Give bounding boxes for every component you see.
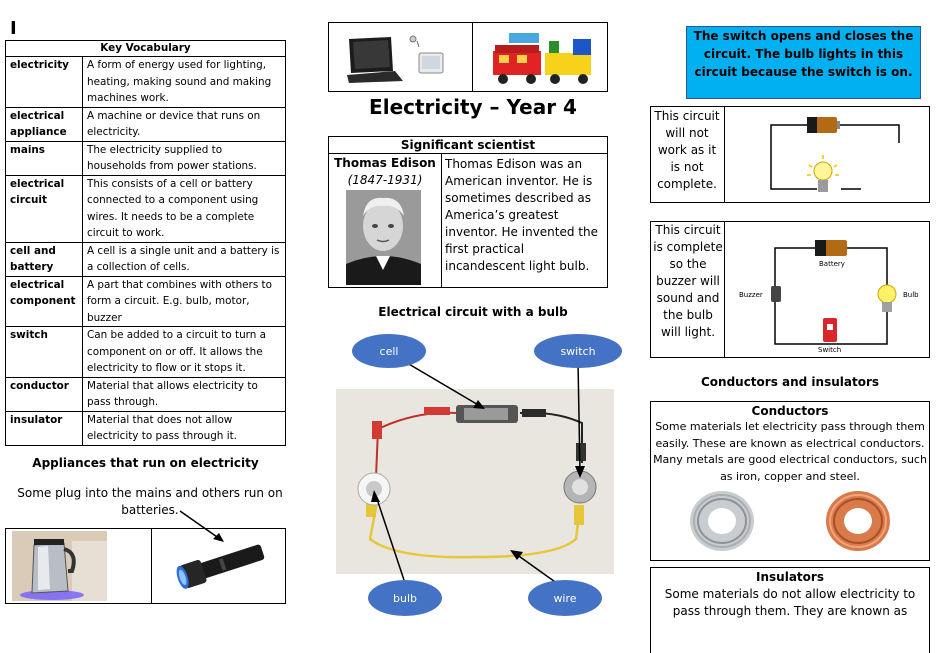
scientist-heading: Significant scientist	[329, 137, 607, 154]
table-row	[6, 242, 286, 276]
definition: A form of energy used for lighting, heating, making sound and making machines work.	[83, 57, 286, 108]
appliances-title: Appliances that run on electricity	[32, 456, 259, 470]
bulb-label: bulb	[368, 580, 442, 616]
term: electrical appliance	[6, 107, 83, 141]
definition: A part that combines with others to form a circuit. E.g. bulb, motor, buzzer	[83, 276, 286, 327]
appliances-images	[5, 528, 286, 604]
steel-wire-coil-image	[687, 488, 757, 554]
buzzer-label: Buzzer	[739, 291, 763, 299]
edison-portrait	[346, 190, 421, 285]
term: switch	[6, 327, 83, 378]
table-row	[6, 141, 286, 175]
stray-mark: I	[10, 18, 17, 39]
definition: A machine or device that runs on electricity.	[83, 107, 286, 141]
scientist-dates: (1847-1931)	[347, 173, 423, 187]
insulators-text: Some materials do not allow electricity to pass through them. They are known as	[664, 587, 916, 618]
insulators-heading: Insulators	[756, 570, 824, 584]
table-row	[6, 411, 286, 445]
vocabulary-table	[5, 40, 286, 446]
page-title: Electricity – Year 4	[369, 95, 577, 119]
table-row	[6, 327, 286, 378]
definition: Can be added to a circuit to turn a component on or off. It allows the electricity to flow or it stops it.	[83, 327, 286, 378]
laptop-image	[347, 33, 457, 85]
table-row	[6, 57, 286, 108]
bulb-diagram-label: Bulb	[903, 291, 919, 299]
definition: This consists of a cell or battery connected to a component using wires. It needs to be a complete circuit to work.	[83, 175, 286, 242]
battery-label: Battery	[819, 260, 845, 268]
appliances-text: Some plug into the mains and others run on batteries.	[17, 486, 283, 517]
term: cell and battery	[6, 242, 83, 276]
header-images	[328, 22, 608, 92]
conductors-insulators-title: Conductors and insulators	[700, 375, 880, 389]
switch-note: The switch opens and closes the circuit. The bulb lights in this circuit because the switch is on.	[686, 26, 921, 99]
term: electrical component	[6, 276, 83, 327]
circuit-bulb-title: Electrical circuit with a bulb	[378, 305, 568, 319]
switch-diagram-label: Switch	[818, 346, 842, 354]
complete-circuit-text: This circuit is complete so the buzzer will sound and the bulb will light.	[653, 223, 723, 339]
switch-label: switch	[534, 334, 622, 368]
incomplete-circuit-diagram	[761, 113, 911, 199]
kettle-image	[12, 531, 107, 601]
copper-wire-coil-image	[823, 488, 893, 554]
definition: Material that does not allow electricity to pass through it.	[83, 411, 286, 445]
term: conductor	[6, 377, 83, 411]
definition: The electricity supplied to households from power stations.	[83, 141, 286, 175]
table-row	[6, 276, 286, 327]
circuit-arrows	[330, 330, 630, 600]
term: electrical circuit	[6, 175, 83, 242]
scientist-box	[328, 136, 608, 288]
wire-label: wire	[528, 580, 602, 616]
vocabulary-title: Key Vocabulary	[6, 41, 286, 57]
definition: A cell is a single unit and a battery is a collection of cells.	[83, 242, 286, 276]
complete-circuit-box	[650, 221, 930, 358]
conductors-text: Some materials let electricity pass through them easily. These are known as electrical conductors. Many metals are good electrical conductors, such as iron, copper and steel.	[653, 420, 927, 483]
conductors-box	[650, 401, 930, 561]
table-row	[6, 107, 286, 141]
definition: Material that allows electricity to pass through.	[83, 377, 286, 411]
cell-label: cell	[352, 334, 426, 368]
table-row	[6, 175, 286, 242]
scientist-bio: Thomas Edison was an American inventor. He is sometimes described as America’s greatest inventor. He invented the first practical incandescent light bulb.	[445, 157, 598, 273]
scientist-name: Thomas Edison	[334, 156, 436, 170]
conductors-heading: Conductors	[751, 404, 829, 418]
term: electricity	[6, 57, 83, 108]
insulators-box	[650, 567, 930, 653]
table-row	[6, 377, 286, 411]
term: mains	[6, 141, 83, 175]
toy-train-image	[489, 31, 599, 87]
incomplete-circuit-text: This circuit will not work as it is not complete.	[654, 109, 720, 191]
incomplete-circuit-box	[650, 106, 930, 203]
term: insulator	[6, 411, 83, 445]
